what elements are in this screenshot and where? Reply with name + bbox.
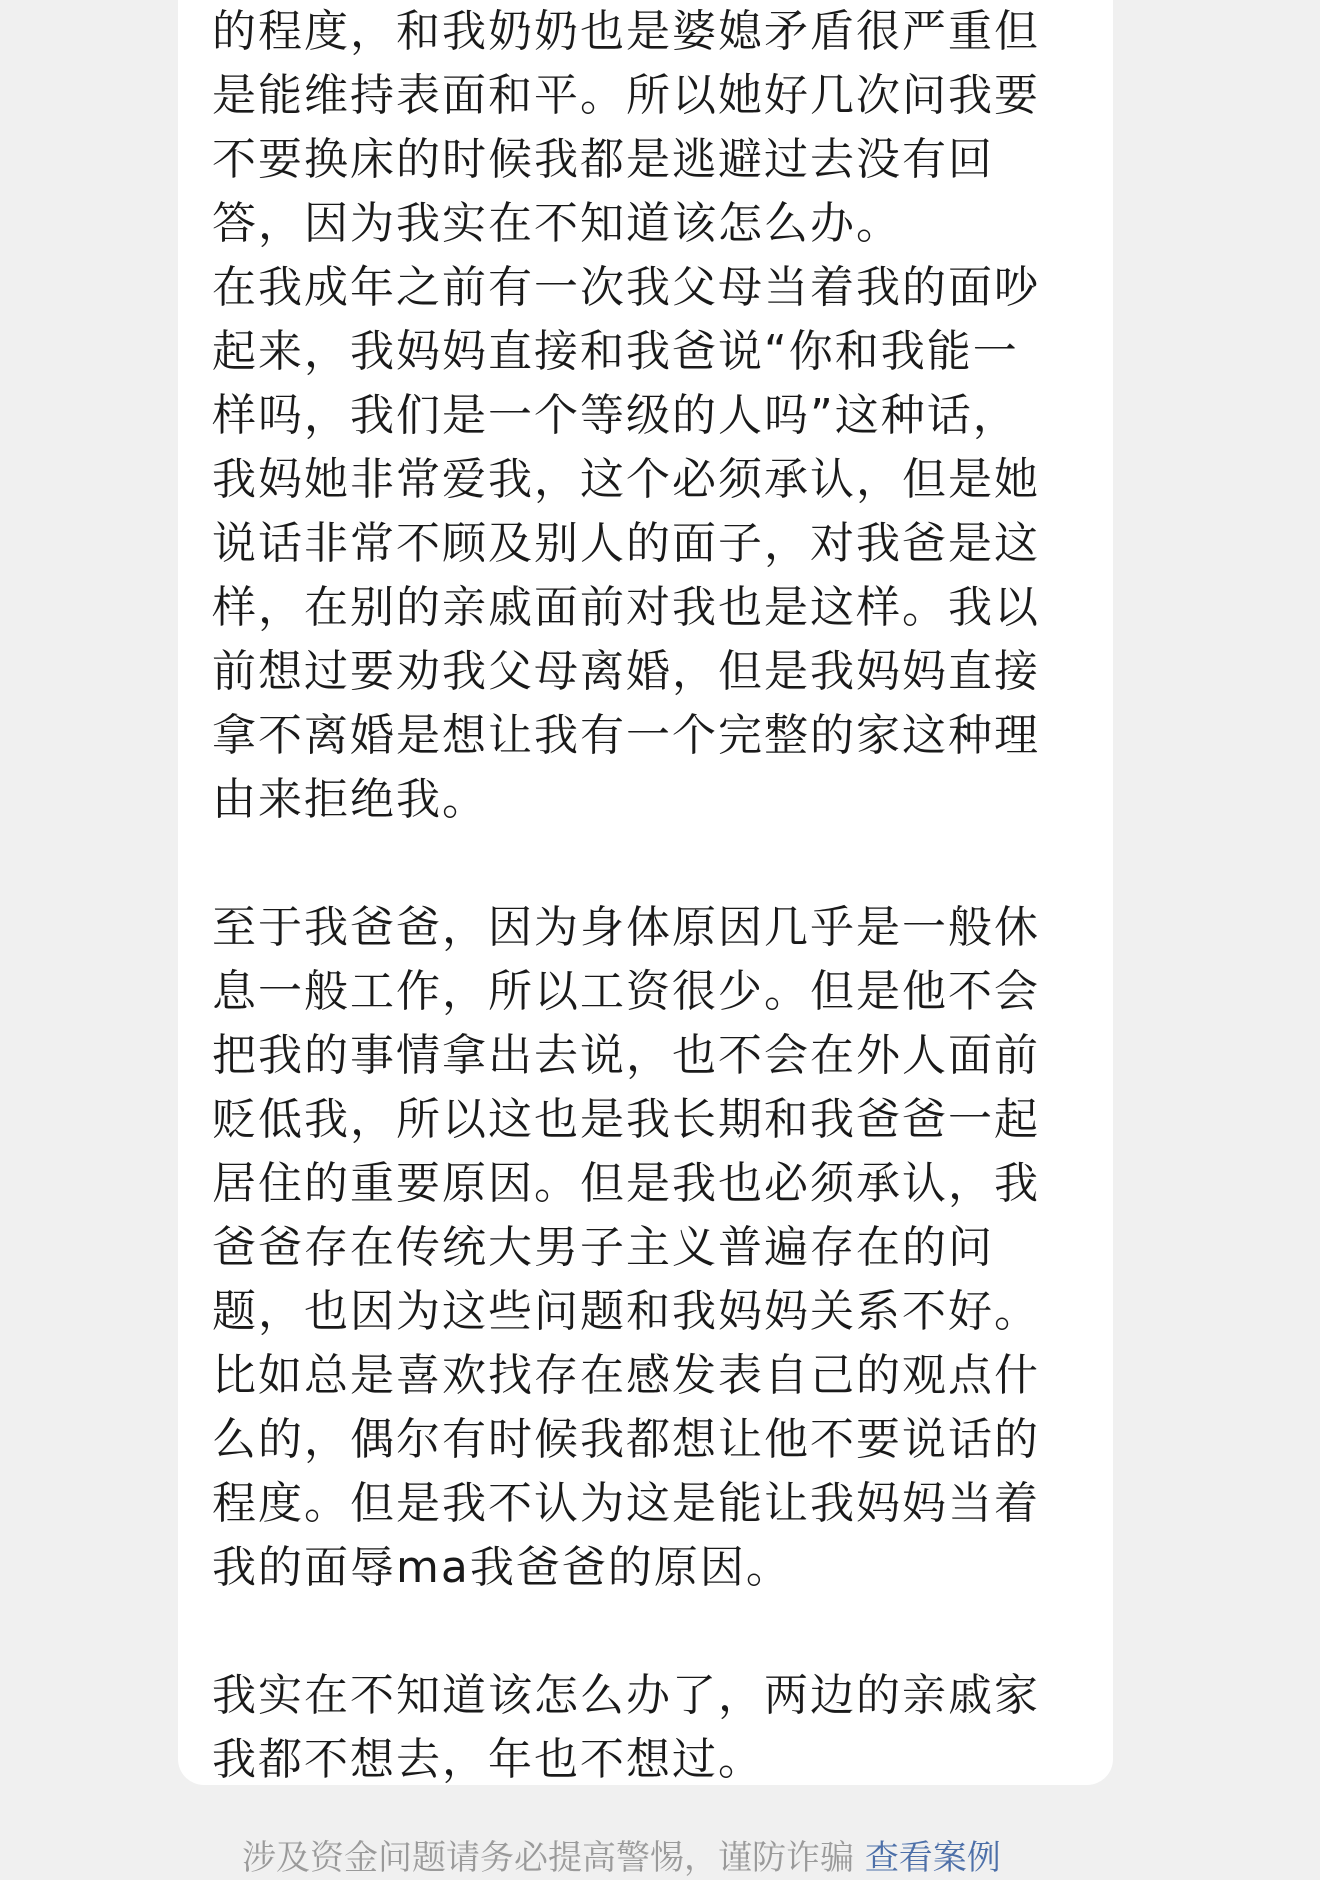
message-text: 的程度，和我奶奶也是婆媳矛盾很严重但 是能维持表面和平。所以她好几次问我要 不要换床的时候我都是逃避过去没有回 答，因为我实在不知道该怎么办。 在我成年之前有一次我父母当着我的面吵 起来，我妈妈直接和我爸说“你和我能一 样吗，我们是一个等级的人吗”这种话， 我妈她非常爱我，这个必须承认，但是她 说话非常不顾及别人的面子，对我爸是这 样，在别的亲戚面前对我也是这样。我以 前想过要劝我父母离婚，但是我妈妈直接 拿不离婚是想让我有一个完整的家这种理 由来拒绝我。 至于我爸爸，因为身体原因几乎是一般休 息一般工作，所以工资很少。但是他不会 把我的事情拿出去说，也不会在外人面前 贬低我，所以这也是我长期和我爸爸一起 居住的重要原因。但是我也必须承认，我 爸爸存在传统大男子主义普遍存在的问 题，也因为这些问题和我妈妈关系不好。 比如总是喜欢找存在感发表自己的观点什 么的，偶尔有时候我都想让他不要说话的 程度。但是我不认为这是能让我妈妈当着 我的面辱ma我爸爸的原因。 我实在不知道该怎么办了，两边的亲戚家 我都不想去，年也不想过。 (212, 6, 1040, 1785)
fraud-warning-notice (242, 1836, 1001, 1880)
fraud-warning-text: 涉及资金问题请务必提高警惕，谨防诈骗 (242, 1838, 854, 1878)
message-card (178, 0, 1113, 1785)
view-cases-link[interactable]: 查看案例 (864, 1838, 1001, 1878)
